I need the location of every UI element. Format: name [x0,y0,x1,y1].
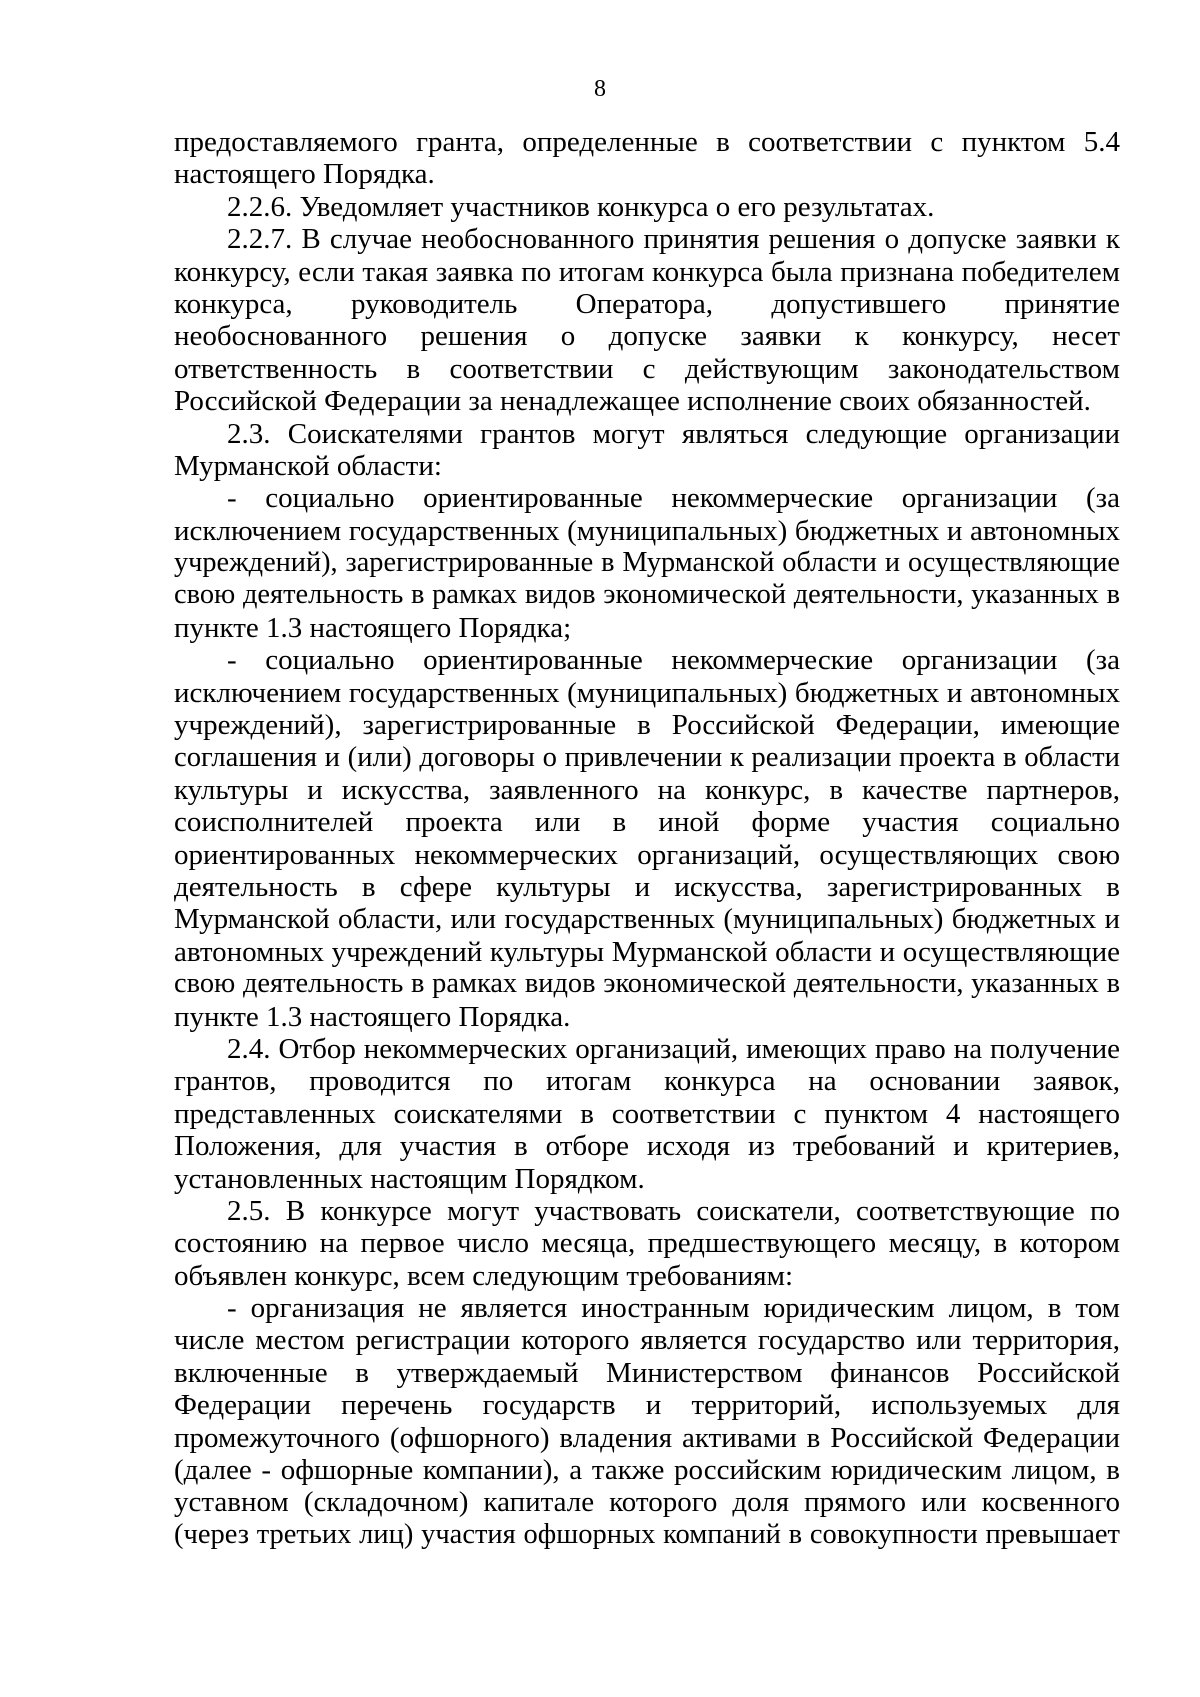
text-line: деятельность в сфере культуры и искусства, зарегистрированных в [174,870,1120,903]
text-line: 2.3. Соискателями грантов могут являться следующие организации [227,417,1120,450]
text-line: (далее - офшорные компании), а также российским юридическим лицом, в [174,1454,1120,1487]
text-line: числе местом регистрации которого является государство или территория, [174,1324,1120,1357]
text-line: исключением государственных (муниципальных) бюджетных и автономных [174,676,1120,709]
text-line: 2.4. Отбор некоммерческих организаций, имеющих право на получение [227,1032,1120,1065]
text-line: ответственность в соответствии с действующим законодательством [174,352,1120,385]
text-line: пункте 1.3 настоящего Порядка; [174,611,572,644]
text-line: Федерации перечень государств и территорий, используемых для [174,1389,1120,1422]
text-line: пункте 1.3 настоящего Порядка. [174,1000,571,1033]
page-number: 8 [594,76,606,102]
text-line: автономных учреждений культуры Мурманской области и осуществляющие [174,935,1120,968]
text-line: представленных соискателями в соответствии с пунктом 4 настоящего [174,1097,1120,1130]
text-line: культуры и искусства, заявленного на конкурс, в качестве партнеров, [174,773,1120,806]
text-line: свою деятельность в рамках видов экономической деятельности, указанных в [174,968,1120,1000]
text-line: - социально ориентированные некоммерческие организации (за [227,644,1120,677]
text-line: промежуточного (офшорного) владения активами в Российской Федерации [174,1421,1120,1454]
text-line: настоящего Порядка. [174,158,435,191]
text-line: необоснованного решения о допуске заявки к конкурсу, несет [174,320,1120,353]
text-line: - социально ориентированные некоммерческие организации (за [227,482,1120,515]
text-line: состоянию на первое число месяца, предшествующего месяцу, в котором [174,1227,1120,1260]
text-line: свою деятельность в рамках видов экономической деятельности, указанных в [174,579,1120,611]
text-line: конкурса, руководитель Оператора, допустившего принятие [174,287,1120,320]
text-line: - организация не является иностранным юридическим лицом, в том [227,1292,1120,1325]
text-line: Мурманской области: [174,449,442,482]
text-line: исключением государственных (муниципальных) бюджетных и автономных [174,514,1120,547]
text-line: установленных настоящим Порядком. [174,1162,645,1195]
text-line: включенные в утверждаемый Министерством финансов Российской [174,1356,1120,1389]
text-line: Мурманской области, или государственных (муниципальных) бюджетных и [174,903,1120,936]
text-line: грантов, проводится по итогам конкурса на основании заявок, [174,1065,1120,1098]
text-line: ориентированных некоммерческих организаций, осуществляющих свою [174,838,1120,871]
text-line: (через третьих лиц) участия офшорных компаний в совокупности превышает [174,1518,1120,1550]
text-line: конкурсу, если такая заявка по итогам конкурса была признана победителем [174,255,1120,288]
text-line: Российской Федерации за ненадлежащее исполнение своих обязанностей. [174,385,1091,418]
text-line: 2.5. В конкурсе могут участвовать соискатели, соответствующие по [227,1194,1120,1227]
text-line: 2.2.6. Уведомляет участников конкурса о его результатах. [227,190,935,223]
text-line: 2.2.7. В случае необоснованного принятия решения о допуске заявки к [227,223,1120,256]
text-line: соисполнителей проекта или в иной форме участия социально [174,806,1120,839]
text-line: объявлен конкурс, всем следующим требованиям: [174,1259,794,1292]
text-line: соглашения и (или) договоры о привлечении к реализации проекта в области [174,741,1120,774]
document-body [174,126,1120,1551]
text-line: учреждений), зарегистрированные в Российской Федерации, имеющие [174,709,1120,742]
text-line: предоставляемого гранта, определенные в соответствии с пунктом 5.4 [174,126,1120,158]
text-line: уставном (складочном) капитале которого доля прямого или косвенного [174,1486,1120,1519]
text-line: Положения, для участия в отборе исходя из требований и критериев, [174,1130,1120,1163]
text-line: учреждений), зарегистрированные в Мурманской области и осуществляющие [174,547,1120,579]
